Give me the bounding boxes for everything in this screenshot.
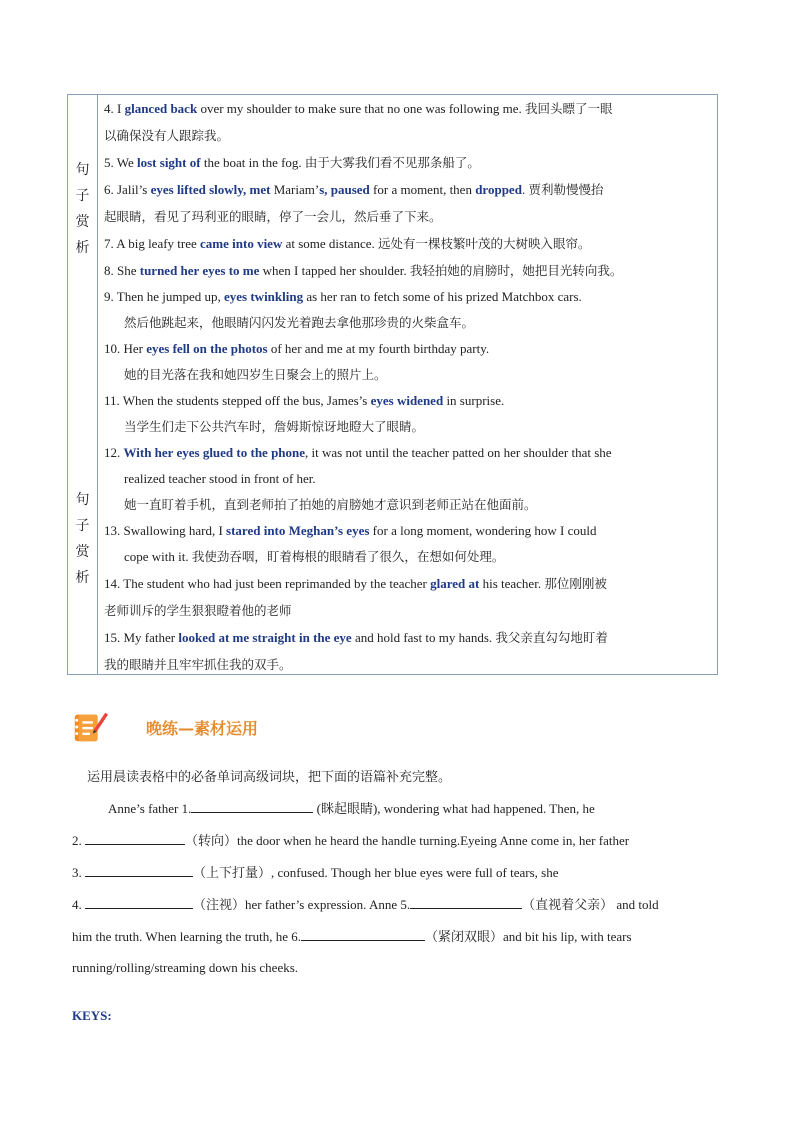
table-content [104, 95, 716, 678]
passage-line-2: 2. （转向）the door when he heard the handle turning.Eyeing Anne come in, her father [72, 825, 723, 858]
sentence-8: 8. She turned her eyes to me when I tapped her shoulder. 我轻拍她的肩膀时，她把目光转向我。 [104, 263, 623, 278]
sentence-analysis-table [67, 94, 718, 675]
side-char: 句 [75, 162, 90, 178]
passage-line-5: him the truth. When learning the truth, he 6. （紧闭双眼）and bit his lip, with tears [72, 921, 723, 954]
blank-5[interactable] [410, 894, 522, 909]
sentence-11: 11. When the students stepped off the bus, James’s eyes widened in surprise. [104, 393, 505, 408]
table-divider [97, 95, 98, 674]
sentence-13-cont: cope with it. 我使劲吞咽，盯着梅根的眼睛看了很久，在想如何处理。 [124, 549, 505, 564]
passage-line-6: running/rolling/streaming down his cheeks. [72, 960, 299, 975]
passage-line-4: 4. （注视）her father’s expression. Anne 5. （直视着父亲） and told [72, 889, 723, 922]
sentence-4-translation: 以确保没有人跟踪我。 [104, 128, 230, 143]
keys-heading: KEYS: [72, 1008, 112, 1023]
blank-3[interactable] [85, 862, 193, 877]
blank-6[interactable] [301, 926, 425, 941]
side-char: 句 [75, 492, 90, 508]
blank-4[interactable] [85, 894, 193, 909]
sentence-14-translation: 老师训斥的学生狠狠瞪着他的老师 [104, 603, 292, 618]
sentence-12: 12. With her eyes glued to the phone, it was not until the teacher patted on her shoulder that she [104, 445, 612, 460]
sentence-12-cont: realized teacher stood in front of her. [124, 471, 316, 486]
side-char: 子 [75, 518, 90, 534]
side-char: 赏 [75, 544, 90, 560]
sentence-10: 10. Her eyes fell on the photos of her and me at my fourth birthday party. [104, 341, 490, 356]
sentence-15-translation: 我的眼睛并且牢牢抓住我的双手。 [104, 657, 292, 672]
side-label-top [68, 157, 97, 261]
sentence-5: 5. We lost sight of the boat in the fog. 由于大雾我们看不见那条船了。 [104, 155, 480, 170]
sentence-4: 4. I glanced back over my shoulder to make sure that no one was following me. 我回头瞟了一眼 [104, 101, 613, 116]
sentence-10-translation: 她的目光落在我和她四岁生日聚会上的照片上。 [124, 367, 387, 382]
sentence-6-translation: 起眼睛，看见了玛利亚的眼睛，停了一会儿，然后垂了下来。 [104, 209, 442, 224]
passage-line-1: Anne’s father 1. (眯起眼睛), wondering what had happened. Then, he [72, 793, 723, 825]
side-char: 析 [75, 240, 90, 256]
section-title: 晚练—素材运用 [146, 719, 259, 738]
blank-1[interactable] [191, 798, 313, 813]
side-char: 析 [75, 570, 90, 586]
sentence-13: 13. Swallowing hard, I stared into Meghan’s eyes for a long moment, wondering how I could [104, 523, 597, 538]
sentence-11-translation: 当学生们走下公共汽车时，詹姆斯惊讶地瞪大了眼睛。 [124, 419, 425, 434]
sentence-9-translation: 然后他跳起来，他眼睛闪闪发光着跑去拿他那珍贵的火柴盒车。 [124, 315, 475, 330]
side-char: 赏 [75, 214, 90, 230]
blank-2[interactable] [85, 830, 185, 845]
sentence-12-translation: 她一直盯着手机，直到老师拍了拍她的肩膀她才意识到老师正站在他面前。 [124, 497, 537, 512]
sentence-6: 6. Jalil’s eyes lifted slowly, met Mariam’s, paused for a moment, then dropped. 贾利勒慢慢抬 [104, 182, 604, 197]
sentence-14: 14. The student who had just been reprimanded by the teacher glared at his teacher. 那位刚刚被 [104, 576, 607, 591]
sentence-15: 15. My father looked at me straight in the eye and hold fast to my hands. 我父亲直勾勾地盯着 [104, 630, 608, 645]
side-label-bottom [68, 487, 97, 591]
notebook-pencil-icon [71, 707, 109, 745]
passage-line-3: 3. （上下打量）, confused. Though her blue eyes were full of tears, she [72, 857, 723, 890]
side-char: 子 [75, 188, 90, 204]
sentence-7: 7. A big leafy tree came into view at some distance. 远处有一棵枝繁叶茂的大树映入眼帘。 [104, 236, 591, 251]
sentence-9: 9. Then he jumped up, eyes twinkling as her ran to fetch some of his prized Matchbox cars. [104, 289, 582, 304]
instruction-text: 运用晨读表格中的必备单词高级词块，把下面的语篇补充完整。 [87, 770, 452, 785]
